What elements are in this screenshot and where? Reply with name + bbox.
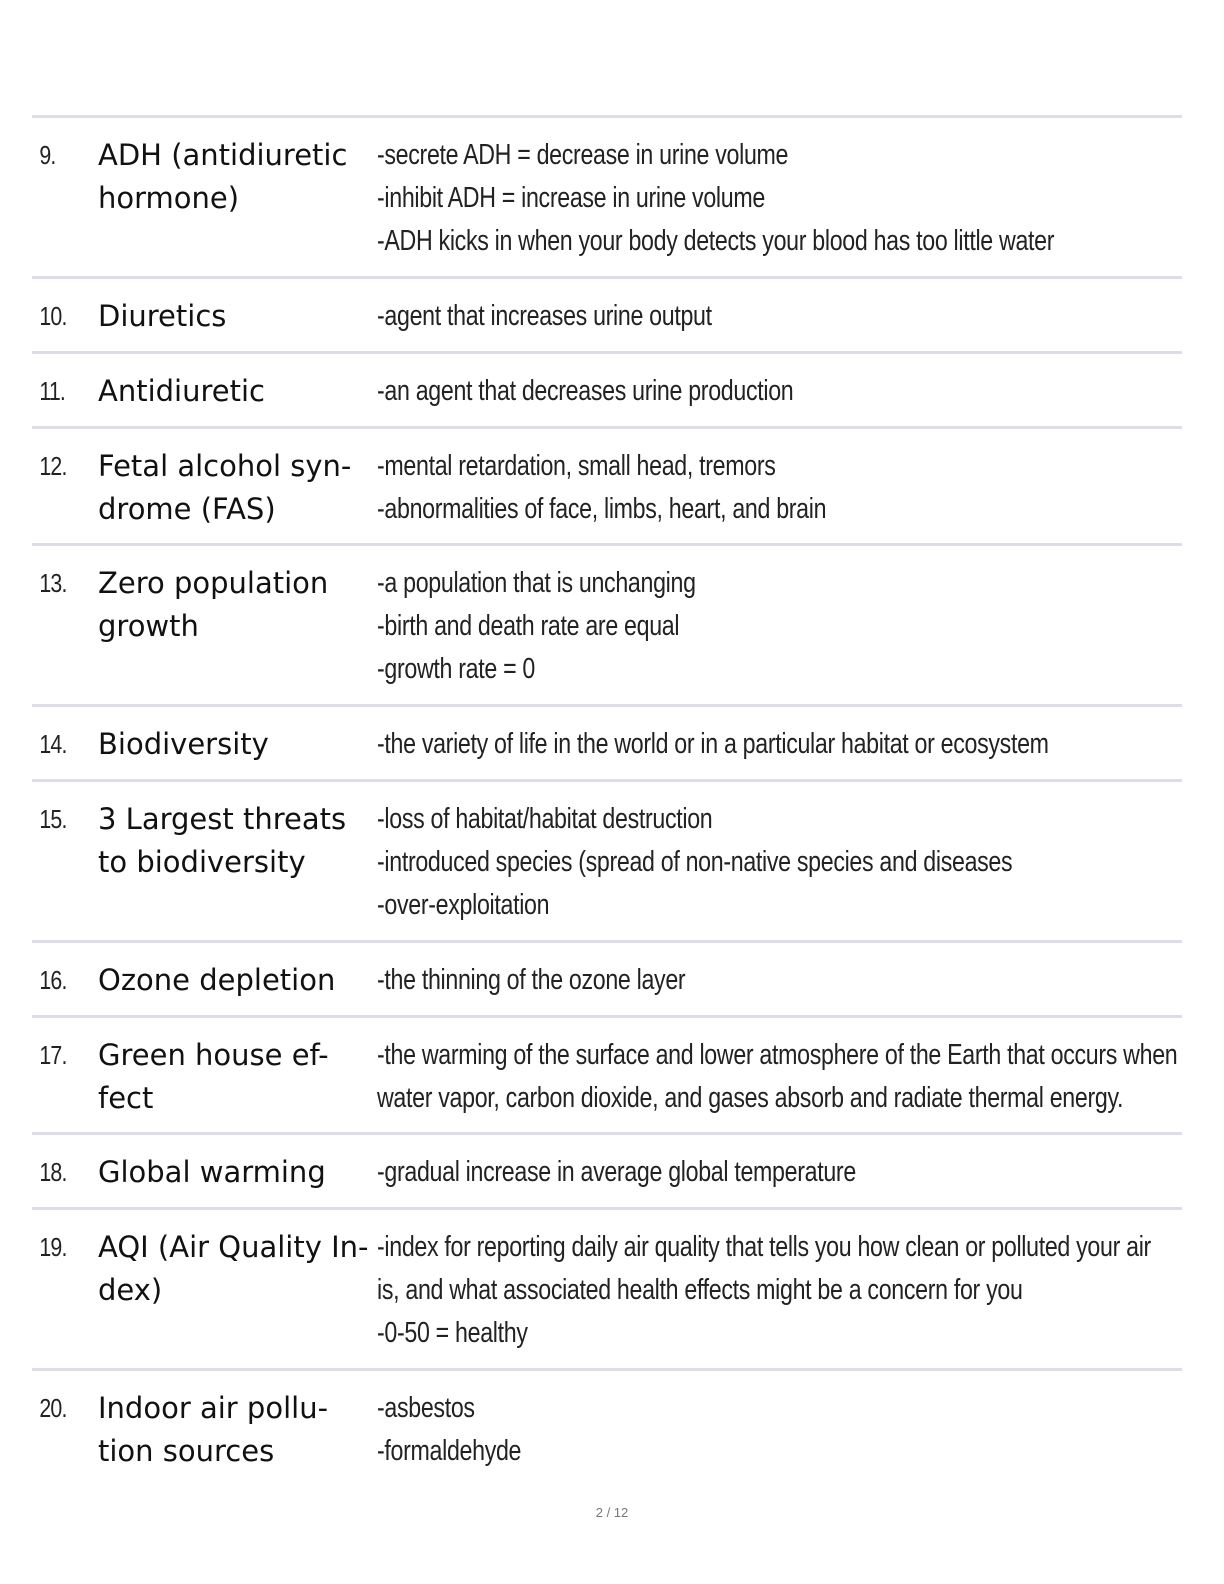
definition-line: -growth rate = 0 (377, 653, 536, 685)
definition-line: -the thinning of the ozone layer (377, 964, 686, 996)
term (98, 1226, 377, 1311)
definition (377, 723, 1217, 766)
table-row (32, 546, 1182, 704)
table-row (32, 429, 1182, 543)
term-line: Green house ef- (98, 1038, 329, 1072)
term (98, 1387, 377, 1472)
table-row (32, 1371, 1182, 1485)
definition-line: -index for reporting daily air quality that tells you how clean or polluted your air (377, 1231, 1151, 1263)
term-line: drome (FAS) (98, 491, 276, 526)
definition-line: -agent that increases urine output (377, 300, 712, 332)
term-line: 3 Largest threats (98, 802, 347, 836)
table-row (32, 118, 1182, 276)
row-number: 18. (39, 1157, 67, 1187)
term-line: to biodiversity (98, 844, 306, 879)
definition-line: -abnormalities of face, limbs, heart, and brain (377, 493, 827, 525)
definition-line: -mental retardation, small head, tremors (377, 450, 776, 482)
definition (377, 1034, 1224, 1120)
term-line: Fetal alcohol syn- (98, 449, 352, 483)
definition (377, 798, 1182, 927)
term-line: Indoor air pollu- (98, 1391, 329, 1425)
definition-line: -0-50 = healthy (377, 1317, 528, 1349)
term-line: Zero population (98, 566, 329, 600)
table-row (32, 782, 1182, 940)
term-line: dex) (98, 1272, 163, 1307)
definition (377, 295, 1182, 338)
definition (377, 445, 1182, 531)
definition-line: -a population that is unchanging (377, 567, 696, 599)
definition-line: -formaldehyde (377, 1435, 522, 1467)
term-line: Global warming (98, 1155, 326, 1189)
flashcard-table (32, 115, 1182, 1485)
definition-line: water vapor, carbon dioxide, and gases absorb and radiate thermal energy. (377, 1082, 1124, 1114)
term (98, 1151, 377, 1194)
table-row (32, 943, 1182, 1015)
table-row (32, 1135, 1182, 1207)
term-line: Biodiversity (98, 727, 269, 761)
definition-line: -an agent that decreases urine production (377, 375, 794, 407)
definition-line: -the warming of the surface and lower atmosphere of the Earth that occurs when (377, 1039, 1178, 1071)
definition-line: -inhibit ADH = increase in urine volume (377, 182, 765, 214)
term (98, 798, 377, 883)
term (98, 723, 377, 766)
term-line: Antidiuretic (98, 374, 265, 408)
row-number: 14. (39, 729, 67, 759)
term (98, 134, 377, 219)
term (98, 1034, 377, 1119)
definition (377, 959, 1182, 1002)
row-number: 9. (39, 140, 56, 170)
definition (377, 134, 1223, 263)
definition-line: -gradual increase in average global temperature (377, 1156, 856, 1188)
definition-line: -ADH kicks in when your body detects your blood has too little water (377, 225, 1055, 257)
term-line: ADH (antidiuretic (98, 138, 348, 172)
table-row (32, 279, 1182, 351)
table-row (32, 354, 1182, 426)
row-number: 16. (39, 965, 67, 995)
term-line: fect (98, 1080, 154, 1115)
definition-line: is, and what associated health effects might be a concern for you (377, 1274, 1023, 1306)
term-line: tion sources (98, 1433, 275, 1468)
term-line: Ozone depletion (98, 963, 336, 997)
term-line: hormone) (98, 180, 240, 215)
definition-line: -over-exploitation (377, 889, 550, 921)
definition-line: -birth and death rate are equal (377, 610, 680, 642)
term (98, 295, 377, 338)
definition-line: -introduced species (spread of non-native species and diseases (377, 846, 1013, 878)
definition (377, 370, 1182, 413)
definition (377, 562, 1182, 691)
term-line: growth (98, 608, 199, 643)
row-number: 17. (39, 1040, 67, 1070)
definition-line: -secrete ADH = decrease in urine volume (377, 139, 789, 171)
row-number: 10. (39, 301, 67, 331)
term (98, 959, 377, 1002)
term (98, 445, 377, 530)
row-number: 15. (39, 804, 67, 834)
definition-line: -asbestos (377, 1392, 475, 1424)
term (98, 562, 377, 647)
term-line: AQI (Air Quality In- (98, 1230, 369, 1264)
definition (377, 1387, 1182, 1473)
table-row (32, 707, 1182, 779)
page-number: 2 / 12 (595, 1505, 629, 1520)
row-number: 20. (39, 1393, 67, 1423)
table-row (32, 1210, 1182, 1368)
definition (377, 1226, 1224, 1355)
row-number: 12. (39, 451, 67, 481)
table-row (32, 1018, 1182, 1132)
definition-line: -the variety of life in the world or in a particular habitat or ecosystem (377, 728, 1049, 760)
row-number: 13. (39, 568, 67, 598)
definition-line: -loss of habitat/habitat destruction (377, 803, 713, 835)
definition (377, 1151, 1182, 1194)
row-number: 19. (39, 1232, 67, 1262)
term-line: Diuretics (98, 299, 227, 333)
row-number: 11. (39, 376, 65, 406)
term (98, 370, 377, 413)
